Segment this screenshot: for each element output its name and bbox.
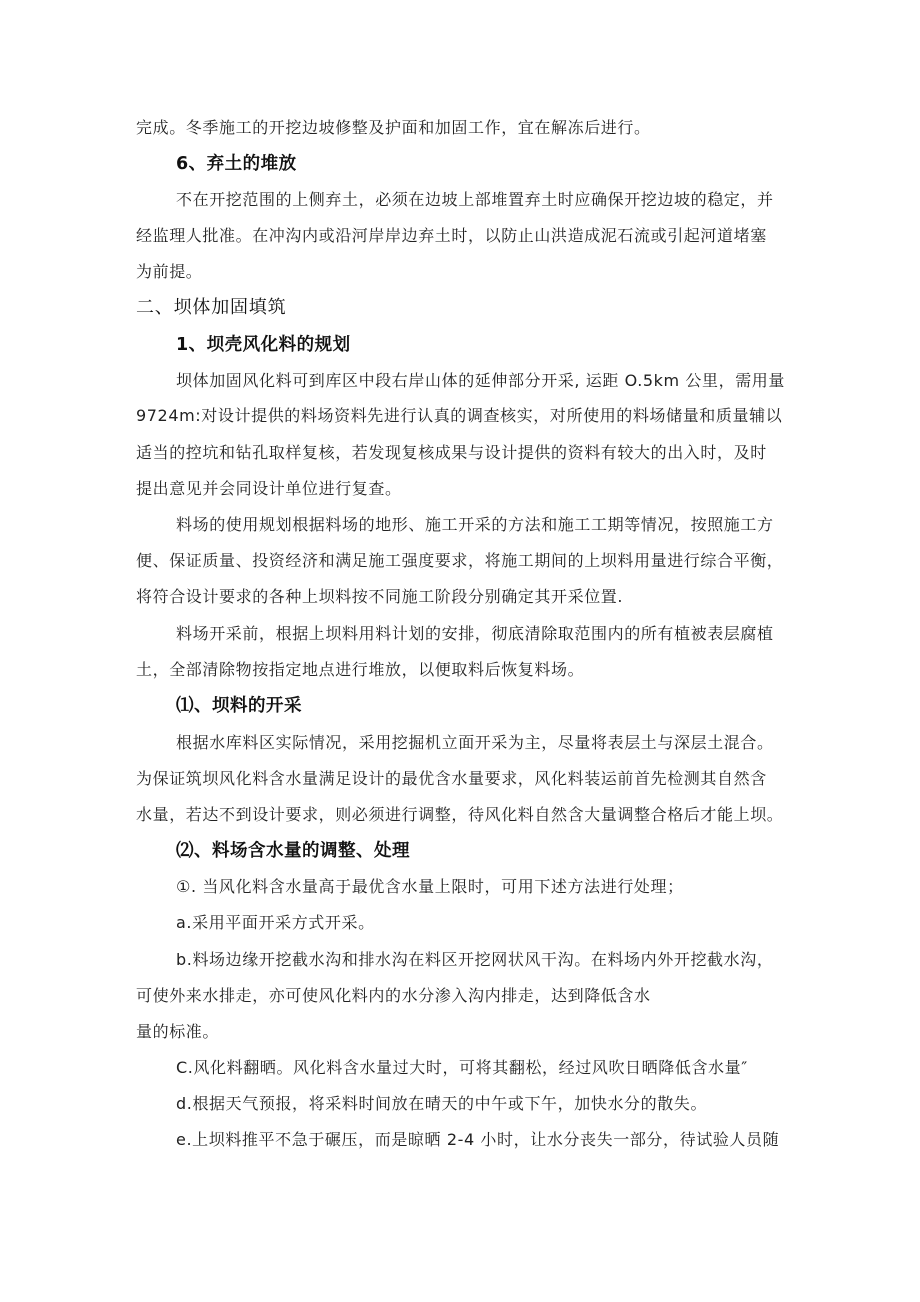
- paragraph-line: 根据水库料区实际情况，采用挖掘机立面开采为主，尽量将表层土与深层土混合。: [176, 733, 774, 752]
- paragraph-line: 土，全部清除物按指定地点进行堆放，以便取料后恢复料场。: [136, 660, 585, 679]
- section-heading: 1、坝壳风化料的规划: [176, 335, 351, 355]
- paragraph-line: 适当的控坑和钻孔取样复核，若发现复核成果与设计提供的资料有较大的出入时，及时: [136, 443, 767, 462]
- paragraph-line: 提出意见并会同设计单位进行复查。: [136, 479, 402, 498]
- list-item: C.风化料翻晒。风化料含水量过大时，可将其翻松，经过风吹日晒降低含水量″: [176, 1058, 748, 1077]
- paragraph-line: 将符合设计要求的各种上坝料按不同施工阶段分别确定其开采位置.: [136, 587, 624, 606]
- paragraph-line: 可使外来水排走，亦可使风化料内的水分渗入沟内排走，达到降低含水: [136, 986, 651, 1005]
- paragraph-line: 水量，若达不到设计要求，则必须进行调整，待风化料自然含大量调整合格后才能上坝。: [136, 805, 784, 824]
- paragraph-line: 完成。冬季施工的开挖边坡修整及护面和加固工作，宜在解冻后进行。: [136, 118, 651, 137]
- subsection-heading: ⑴、坝料的开采: [176, 696, 302, 716]
- paragraph-line: ①. 当风化料含水量高于最优含水量上限时，可用下述方法进行处理；: [176, 877, 684, 896]
- paragraph-line: 为前提。: [136, 262, 203, 281]
- paragraph-line: 坝体加固风化料可到库区中段右岸山体的延伸部分开采, 运距 O.5km 公里，需用量: [176, 371, 786, 390]
- section-heading: 6、弃土的堆放: [176, 154, 297, 174]
- paragraph-line: 9724m:对设计提供的料场资料先进行认真的调查核实，对所使用的料场储量和质量辅以: [136, 406, 783, 425]
- paragraph-line: 料场开采前，根据上坝料用料计划的安排，彻底清除取范围内的所有植被表层腐植: [176, 624, 774, 643]
- paragraph-line: 经监理人批准。在冲沟内或沿河岸岸边弃土时，以防止山洪造成泥石流或引起河道堵塞: [136, 226, 767, 245]
- paragraph-line: 不在开挖范围的上侧弃土，必须在边坡上部堆置弃土时应确保开挖边坡的稳定，并: [176, 190, 774, 209]
- paragraph-line: 为保证筑坝风化料含水量满足设计的最优含水量要求，风化料装运前首先检测其自然含: [136, 769, 767, 788]
- paragraph-line: 便、保证质量、投资经济和满足施工强度要求，将施工期间的上坝料用量进行综合平衡，: [136, 551, 784, 570]
- list-item: d.根据天气预报，将采料时间放在晴天的中午或下午，加快水分的散失。: [176, 1094, 708, 1113]
- list-item: a.采用平面开采方式开采。: [176, 913, 375, 932]
- paragraph-line: 量的标准。: [136, 1022, 220, 1041]
- chapter-heading: 二、坝体加固填筑: [136, 297, 287, 318]
- list-item: e.上坝料推平不急于碾压，而是晾晒 2-4 小时，让水分丧失一部分，待试验人员随: [176, 1130, 780, 1149]
- subsection-heading: ⑵、料场含水量的调整、处理: [176, 841, 410, 861]
- list-item: b.料场边缘开挖截水沟和排水沟在料区开挖网状风干沟。在料场内外开挖截水沟，: [176, 950, 774, 969]
- paragraph-line: 料场的使用规划根据料场的地形、施工开采的方法和施工工期等情况，按照施工方: [176, 515, 774, 534]
